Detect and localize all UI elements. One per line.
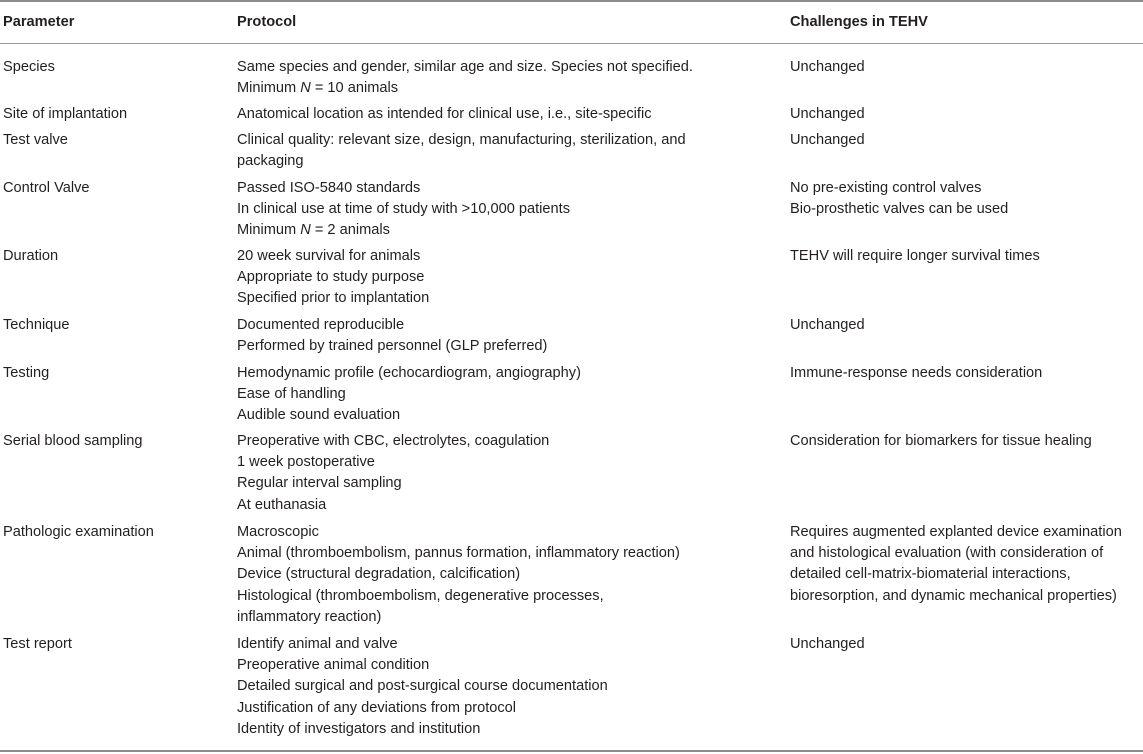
challenges-cell [790,522,1122,607]
protocol-line: Specified prior to implantation [237,290,430,307]
parameter-cell: Test valve [3,132,68,148]
header-rule [0,43,1143,44]
challenges-line: Unchanged [790,636,865,652]
protocol-line: Ease of handling [237,386,346,403]
protocol-line: Preoperative animal condition [237,657,430,674]
parameter-cell: Site of implantation [3,106,128,122]
protocol-line: Anatomical location as intended for clinical use, i.e., site-specific [237,106,652,122]
challenges-cell [790,178,1008,220]
protocol-line: Passed ISO-5840 standards [237,180,421,196]
n-symbol: N [300,222,311,239]
protocol-line: Regular interval sampling [237,475,402,492]
protocol-cell [237,178,570,242]
challenges-line: and histological evaluation (with consideration of [790,545,1104,562]
protocol-line: Device (structural degradation, calcification) [237,566,521,583]
challenges-cell [790,246,1040,267]
challenges-line: Immune-response needs consideration [790,365,1043,381]
protocol-line: Preoperative with CBC, electrolytes, coagulation [237,433,550,449]
challenges-line: TEHV will require longer survival times [790,248,1040,264]
protocol-cell [237,57,693,99]
protocol-line: Clinical quality: relevant size, design, manufacturing, sterilization, and [237,132,686,148]
challenges-cell [790,57,865,78]
challenges-cell [790,634,865,655]
protocol-line: In clinical use at time of study with >10,000 patients [237,201,571,218]
header-challenges: Challenges in TEHV [790,14,928,30]
parameter-cell: Control Valve [3,180,90,196]
protocol-line: Detailed surgical and post-surgical course documentation [237,678,608,695]
protocol-cell [237,246,429,310]
parameter-cell: Testing [3,365,50,381]
protocol-line: At euthanasia [237,496,327,513]
parameter-cell: Duration [3,248,59,264]
header-protocol: Protocol [237,14,297,30]
parameter-cell: Species [3,59,55,75]
challenges-line: Requires augmented explanted device examination [790,524,1122,540]
parameter-cell: Technique [3,317,70,333]
protocol-cell [237,363,581,427]
n-symbol: N [300,80,311,97]
parameter-cell: Test report [3,636,72,652]
top-rule [0,0,1143,2]
challenges-line: Consideration for biomarkers for tissue healing [790,433,1092,449]
protocol-cell [237,104,652,125]
challenges-cell [790,431,1092,452]
protocol-cell [237,522,680,628]
protocol-line: Minimum N = 2 animals [237,222,390,239]
protocol-line: Performed by trained personnel (GLP preferred) [237,338,548,355]
protocol-line: Hemodynamic profile (echocardiogram, angiography) [237,365,581,381]
challenges-cell [790,130,865,151]
protocol-line: Same species and gender, similar age and size. Species not specified. [237,59,693,75]
protocol-line: packaging [237,153,304,170]
protocol-line: Identify animal and valve [237,636,398,652]
protocol-cell [237,130,686,172]
challenges-line: Unchanged [790,132,865,148]
challenges-cell [790,315,865,336]
protocol-line: Identity of investigators and institution [237,720,481,737]
parameter-cell: Serial blood sampling [3,433,143,449]
challenges-line: Unchanged [790,106,865,122]
protocol-line: Macroscopic [237,524,319,540]
protocol-line: 20 week survival for animals [237,248,421,264]
bottom-rule [0,750,1143,752]
protocol-line: Justification of any deviations from protocol [237,699,517,716]
challenges-cell [790,104,865,125]
challenges-line: detailed cell-matrix-biomaterial interactions, [790,566,1071,583]
challenges-line: Unchanged [790,59,865,75]
protocol-cell [237,431,549,516]
protocol-line: inflammatory reaction) [237,608,382,625]
protocol-line: Animal (thromboembolism, pannus formation, inflammatory reaction) [237,545,680,562]
challenges-line: No pre-existing control valves [790,180,982,196]
protocol-line: Documented reproducible [237,317,405,333]
protocol-line: Minimum N = 10 animals [237,80,399,97]
protocol-line: Appropriate to study purpose [237,269,425,286]
protocol-line: Histological (thromboembolism, degenerative processes, [237,587,604,604]
protocol-cell [237,634,608,740]
header-parameter: Parameter [3,14,75,30]
protocol-line: Audible sound evaluation [237,407,401,424]
parameter-cell: Pathologic examination [3,524,154,540]
challenges-line: Bio-prosthetic valves can be used [790,201,1009,218]
challenges-line: bioresorption, and dynamic mechanical properties) [790,587,1117,604]
challenges-line: Unchanged [790,317,865,333]
protocol-cell [237,315,547,357]
challenges-cell [790,363,1042,384]
protocol-line: 1 week postoperative [237,454,375,471]
